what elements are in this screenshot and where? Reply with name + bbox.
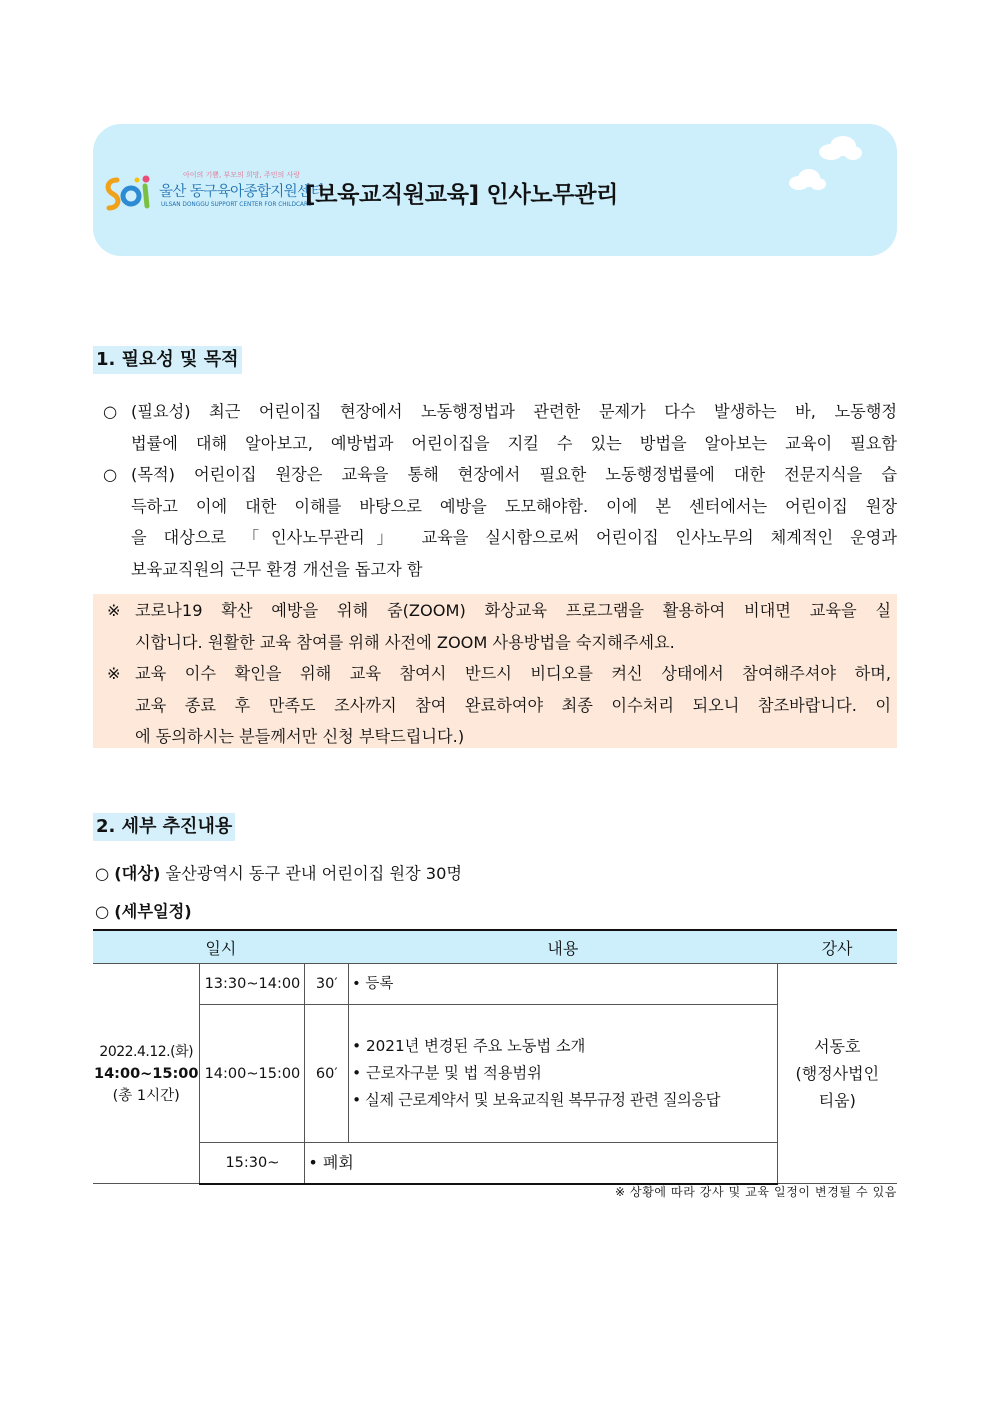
item-text: 등록 (365, 975, 394, 992)
header-lecturer: 강사 (777, 930, 897, 964)
content-item (352, 1060, 775, 1087)
lecturer-line: (행정사법인 (795, 1064, 880, 1083)
center-logo (103, 171, 324, 218)
total-text: (총 1시간) (112, 1087, 180, 1104)
notice-line: 교육 종료 후 만족도 조사까지 참여 완료하여야 최종 이수처리 되오니 참조바랍니다. 이 (135, 695, 891, 715)
notice-line: 교육 이수 확인을 위해 교육 참여시 반드시 비디오를 켜신 상태에서 참여해주셔야 하며, (135, 664, 891, 683)
header-content: 내용 (349, 930, 777, 964)
content-item (352, 1033, 775, 1060)
circle-bullet-icon: ○ (103, 402, 118, 421)
time-text: 14:00~15:00 (94, 1065, 199, 1082)
notice-line: 코로나19 확산 예방을 위해 줌(ZOOM) 화상교육 프로그램을 활용하여 비대면 교육을 실 (135, 601, 891, 620)
section-2-title: 2. 세부 추진내용 (93, 813, 235, 841)
time-cell: 15:30~ (200, 1143, 305, 1184)
purpose-line: 보육교직원의 근무 환경 개선을 돕고자 함 (131, 559, 423, 579)
lecturer-cell (777, 964, 897, 1184)
reference-mark-icon: ※ (107, 601, 121, 620)
schedule-label-line (95, 898, 192, 922)
duration-cell: 60′ (305, 1005, 349, 1143)
content-cell (305, 1143, 777, 1184)
logo-name: 울산 동구육아종합지원센터 (159, 184, 324, 200)
circle-bullet-icon: ○ (95, 902, 110, 921)
notice-item-1 (93, 595, 897, 658)
date-cell (93, 964, 200, 1184)
notice-item-2 (93, 658, 897, 753)
table-row (93, 1143, 897, 1184)
cloud-icon (815, 134, 863, 162)
bullet-dot-icon: • (352, 1037, 362, 1055)
purpose-line: (목적) 어린이집 원장은 교육을 통해 현장에서 필요한 노동행정법률에 대한 전문지식을 습 (131, 465, 897, 484)
item-text: 근로자구분 및 법 적용범위 (365, 1064, 542, 1082)
logo-emblem-icon (103, 172, 159, 218)
footnote: ※ 상황에 따라 강사 및 교육 일정이 변경될 수 있음 (614, 1185, 897, 1199)
need-paragraph (93, 396, 897, 459)
item-text: 2021년 변경된 주요 노동법 소개 (365, 1037, 586, 1055)
bullet-dot-icon: • (352, 1091, 361, 1109)
table-header-row (93, 930, 897, 964)
purpose-line: 을 대상으로 「인사노무관리」 교육을 실시함으로써 어린이집 인사노무의 체계적인 운영과 (131, 528, 897, 547)
schedule-table (93, 929, 897, 1185)
section-1-title: 1. 필요성 및 목적 (93, 346, 242, 374)
target-line (95, 860, 462, 884)
content-cell (349, 1005, 777, 1143)
header-date: 일시 (93, 930, 349, 964)
content-item (352, 1087, 775, 1114)
header-banner (93, 124, 897, 256)
target-text: 울산광역시 동구 관내 어린이집 원장 30명 (165, 864, 463, 883)
lecturer-line: 티움) (818, 1091, 856, 1110)
duration-cell: 30′ (305, 964, 349, 1005)
notice-line: 시합니다. 원활한 교육 참여를 위해 사전에 ZOOM 사용방법을 숙지해주세요. (135, 632, 675, 652)
reference-mark-icon: ※ (107, 664, 121, 683)
bullet-dot-icon: • (352, 975, 361, 992)
circle-bullet-icon: ○ (103, 465, 118, 484)
page-title: [보육교직원교육] 인사노무관리 (305, 182, 619, 208)
purpose-line: 득하고 이에 대한 이해를 바탕으로 예방을 도모해야함. 이에 본 센터에서는 어린이집 원장 (131, 496, 897, 516)
time-cell: 13:30~14:00 (200, 964, 305, 1005)
content-item (352, 976, 393, 992)
logo-english-name: ULSAN DONGGU SUPPORT CENTER FOR CHILDCARE (161, 202, 312, 208)
target-label: (대상) (114, 864, 161, 883)
purpose-paragraph (93, 459, 897, 585)
need-line: 법률에 대해 알아보고, 예방법과 어린이집을 지킬 수 있는 방법을 알아보는 교육이 필요함 (131, 433, 897, 453)
item-text: 실제 근로계약서 및 보육교직원 복무규정 관련 질의응답 (365, 1091, 720, 1109)
circle-bullet-icon: ○ (95, 864, 110, 883)
content-item (308, 1153, 353, 1172)
time-cell: 14:00~15:00 (200, 1005, 305, 1143)
item-text: 폐회 (322, 1153, 354, 1173)
date-text: 2022.4.12.(화) (99, 1043, 194, 1060)
notice-line: 에 동의하시는 분들께서만 신청 부탁드립니다.) (135, 727, 465, 746)
cloud-icon (787, 168, 827, 192)
table-row (93, 1005, 897, 1143)
schedule-label: (세부일정) (114, 902, 192, 921)
logo-tagline: 아이의 기쁨, 부모의 희망, 주민의 사랑 (183, 171, 301, 179)
table-row (93, 964, 897, 1005)
bullet-dot-icon: • (352, 1064, 362, 1082)
lecturer-line: 서동호 (814, 1037, 861, 1056)
content-cell (349, 964, 777, 1005)
need-line: (필요성) 최근 어린이집 현장에서 노동행정법과 관련한 문제가 다수 발생하는 바, 노동행정 (131, 402, 897, 421)
bullet-dot-icon: • (308, 1153, 318, 1173)
